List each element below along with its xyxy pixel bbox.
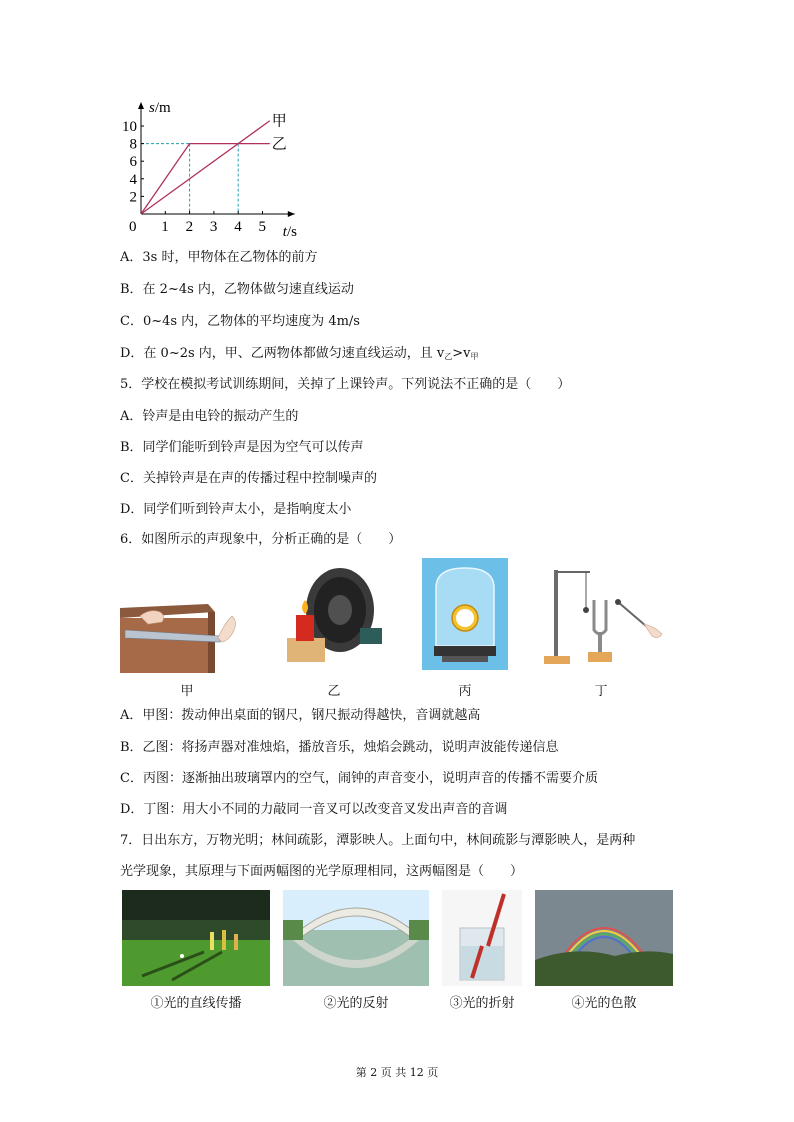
q6-caption-yi: 乙 [327, 684, 341, 699]
x-axis-label: t/s [282, 224, 297, 240]
q5-option-b: B．同学们能听到铃声是因为空气可以传声 [120, 440, 364, 455]
q7-caption-4: ④光的色散 [571, 996, 637, 1011]
y-tick-label-2: 2 [129, 189, 137, 206]
q4-d-text: D．在 0~2s 内，甲、乙两物体都做匀速直线运动，且 v [120, 346, 445, 361]
q4-option-d [120, 344, 479, 367]
q6-option-b: B．乙图：将扬声器对准烛焰，播放音乐，烛焰会跳动，说明声波能传递信息 [120, 740, 559, 755]
q4-d-mid: >v [452, 346, 471, 361]
x-tick-label-0: 0 [129, 219, 137, 235]
series-label-1: 乙 [271, 136, 287, 153]
q6-option-a: A．甲图：拨动伸出桌面的钢尺，钢尺振动得越快，音调就越高 [120, 708, 481, 723]
photo-shadows-on-field [122, 890, 270, 986]
q7-caption-3: ③光的折射 [449, 996, 515, 1011]
figure-tuning-fork [538, 560, 668, 672]
series-label-0: 甲 [271, 113, 287, 130]
y-tick-label-6: 6 [129, 154, 137, 171]
q4-option-b: B．在 2~4s 内，乙物体做匀速直线运动 [120, 282, 354, 297]
x-tick-label-4: 4 [234, 219, 242, 235]
q5-option-d: D．同学们听到铃声太小，是指响度太小 [120, 502, 352, 517]
photo-pencil-in-water [442, 890, 522, 986]
y-axis-label: s/m [149, 100, 171, 116]
q5-option-a: A．铃声是由电铃的振动产生的 [120, 409, 299, 424]
q6-stem: 6．如图所示的声现象中，分析正确的是（ ） [120, 532, 402, 547]
figure-bell-jar-clock [422, 558, 508, 670]
x-tick-label-3: 3 [209, 219, 218, 235]
series-line-1 [141, 144, 270, 214]
q5-stem: 5．学校在模拟考试训练期间，关掉了上课铃声。下列说法不正确的是（ ） [120, 377, 571, 392]
series-line-0 [141, 121, 270, 214]
y-axis-arrow [138, 102, 144, 109]
q4-option-a: A．3s 时，甲物体在乙物体的前方 [120, 250, 318, 265]
q6-caption-bing: 丙 [458, 684, 472, 699]
q7-stem-line1: 7．日出东方，万物光明；林间疏影，潭影映人。上面句中，林间疏影与潭影映人，是两种 [120, 833, 636, 848]
x-axis-arrow [288, 211, 295, 217]
x-tick-label-1: 1 [161, 219, 169, 235]
x-tick-label-5: 5 [258, 219, 266, 235]
q4-d-sub1: 乙 [444, 352, 453, 361]
q6-caption-jia: 甲 [180, 684, 194, 699]
q6-option-c: C．丙图：逐渐抽出玻璃罩内的空气，闹钟的声音变小，说明声音的传播不需要介质 [120, 771, 598, 786]
q7-caption-1: ①光的直线传播 [150, 996, 242, 1011]
y-tick-label-8: 8 [129, 136, 137, 153]
x-tick-label-2: 2 [185, 219, 194, 235]
y-tick-label-10: 10 [122, 119, 137, 135]
q6-option-d: D．丁图：用大小不同的力敲同一音叉可以改变音叉发出声音的音调 [120, 802, 508, 817]
q6-caption-ding: 丁 [594, 684, 608, 699]
figure-ruler-on-desk [120, 598, 255, 673]
q5-option-c: C．关掉铃声是在声的传播过程中控制噪声的 [120, 471, 377, 486]
q7-caption-2: ②光的反射 [323, 996, 389, 1011]
y-tick-label-4: 4 [129, 171, 137, 188]
photo-bridge-reflection [283, 890, 429, 986]
page-footer: 第 2 页 共 12 页 [355, 1066, 439, 1079]
figure-speaker-candle [282, 560, 397, 675]
q4-d-sub2: 甲 [470, 352, 479, 361]
photo-rainbow [535, 890, 673, 986]
q7-stem-line2: 光学现象，其原理与下面两幅图的光学原理相同，这两幅图是（ ） [120, 864, 524, 879]
st-graph [115, 98, 305, 240]
q4-option-c: C．0~4s 内，乙物体的平均速度为 4m/s [120, 314, 360, 329]
